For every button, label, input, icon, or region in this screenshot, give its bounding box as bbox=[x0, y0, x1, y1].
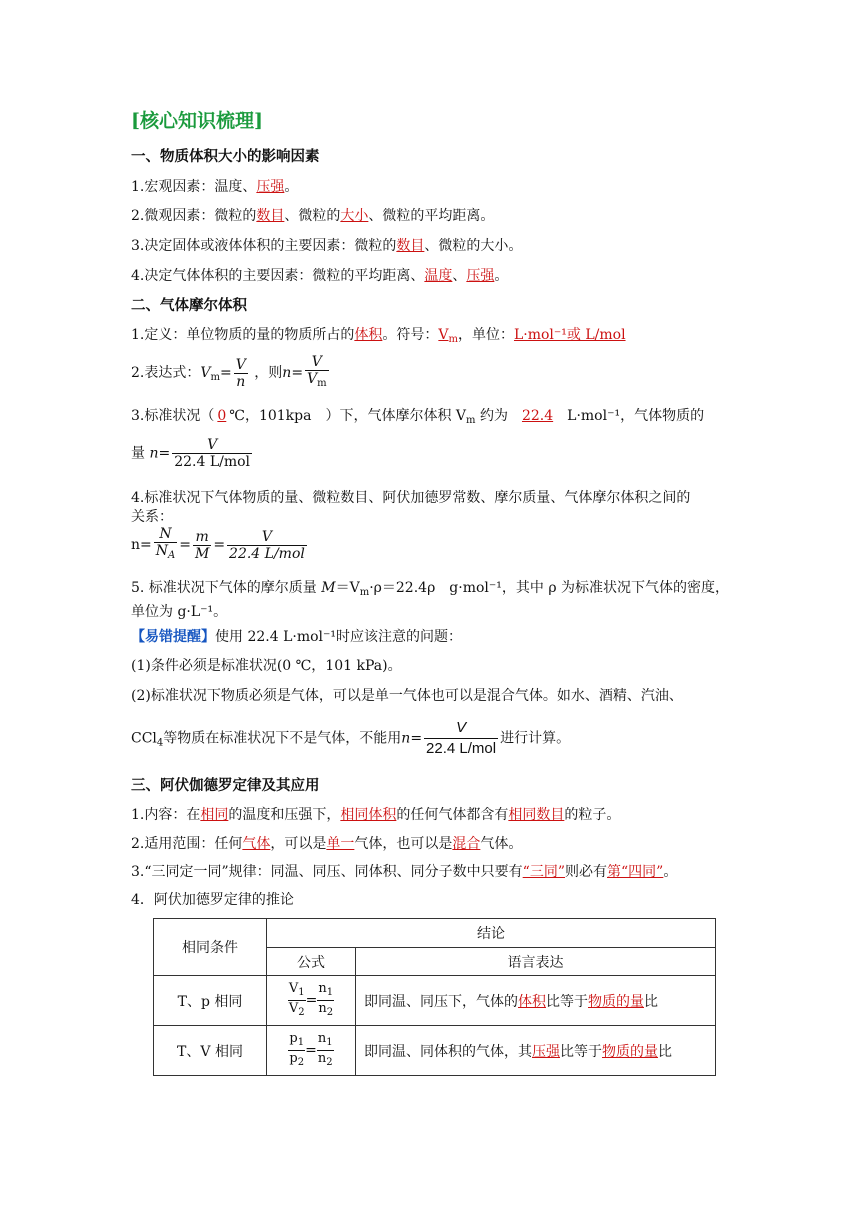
fraction bbox=[193, 529, 211, 562]
symbol: n bbox=[149, 445, 159, 462]
numerator: V bbox=[227, 529, 307, 546]
symbol: n bbox=[401, 730, 411, 747]
error-tip bbox=[131, 628, 462, 646]
text: 2.表达式： bbox=[131, 365, 201, 381]
text: ＝V bbox=[335, 580, 360, 596]
s1-line-2 bbox=[131, 207, 494, 225]
answer-blank: L·mol⁻¹或 L/mol bbox=[513, 327, 626, 343]
text: 。符号： bbox=[382, 327, 439, 343]
text: ，则 bbox=[254, 365, 283, 381]
text: 3.“三同定一同”规律：同温、同压、同体积、同分子数中只要有 bbox=[131, 864, 523, 880]
answer-blank: 单一 bbox=[326, 836, 355, 852]
answer-blank bbox=[438, 327, 458, 343]
answer-blank: 22.4 bbox=[521, 408, 554, 424]
text: 2.微观因素：微粒的 bbox=[131, 208, 257, 224]
text: = bbox=[410, 730, 423, 747]
denominator bbox=[317, 1051, 334, 1070]
section-1-heading: 一、物质体积大小的影响因素 bbox=[131, 148, 320, 165]
answer-blank: 压强 bbox=[532, 1043, 560, 1060]
text: 3.决定固体或液体体积的主要因素：微粒的 bbox=[131, 238, 397, 254]
row-formula: $\frac{V_1}{V_2}$ = $\frac{n_1}{n_2}$ bbox=[267, 976, 356, 1026]
s3-rule bbox=[131, 863, 677, 881]
denominator bbox=[288, 1051, 305, 1070]
text: n= bbox=[131, 537, 152, 553]
text: L·mol⁻¹，气体物质的 bbox=[567, 408, 705, 424]
symbol: V bbox=[288, 981, 299, 996]
symbol: M bbox=[321, 580, 336, 596]
text: 2.适用范围：任何 bbox=[131, 836, 243, 852]
denominator bbox=[154, 543, 177, 564]
text: 1.内容：在 bbox=[131, 807, 201, 823]
subscript: m bbox=[210, 372, 220, 383]
answer-blank: 压强 bbox=[256, 179, 285, 195]
text: 气体，也可以是 bbox=[354, 836, 453, 852]
text: 、微粒的平均距离。 bbox=[368, 208, 495, 224]
text: 的温度和压强下， bbox=[228, 807, 341, 823]
subscript: 1 bbox=[297, 1037, 305, 1048]
tip-label: 【易错提醒】 bbox=[131, 629, 215, 645]
header-language: 语言表达 bbox=[356, 948, 716, 976]
tip-item-2-continued bbox=[131, 718, 570, 759]
text: 量 bbox=[131, 445, 145, 462]
numerator: V bbox=[305, 354, 329, 371]
numerator bbox=[288, 1031, 305, 1051]
row-condition: T、p 相同 bbox=[154, 976, 267, 1026]
text: 。 bbox=[494, 268, 509, 284]
row-formula: $\frac{p_1}{p_2}$ = $\frac{n_1}{n_2}$ bbox=[267, 1026, 356, 1076]
symbol: V bbox=[307, 371, 318, 387]
text: 比 bbox=[644, 993, 658, 1010]
subscript: m bbox=[317, 378, 327, 389]
text: 1.定义：单位物质的量的物质所占的 bbox=[131, 327, 355, 343]
numerator: V bbox=[235, 356, 246, 373]
text: ，单位： bbox=[457, 327, 514, 343]
answer-blank: 相同数目 bbox=[508, 807, 565, 823]
text: ℃，101kpa ）下，气体摩尔体积 V bbox=[229, 408, 467, 424]
text: 。 bbox=[663, 864, 678, 880]
numerator: m bbox=[193, 529, 211, 546]
text: 的任何气体都含有 bbox=[396, 807, 509, 823]
text: 5. 标准状况下气体的摩尔质量 bbox=[131, 580, 322, 596]
denominator: 22.4 L/mol bbox=[174, 454, 251, 470]
text: 1.宏观因素：温度、 bbox=[131, 179, 257, 195]
text: 。 bbox=[284, 179, 299, 195]
symbol: V bbox=[438, 327, 449, 343]
s2-relation-line-1: 4.标准状况下气体物质的量、微粒数目、阿伏加德罗常数、摩尔质量、气体摩尔体积之间的 bbox=[131, 490, 691, 506]
text: 、微粒的大小。 bbox=[424, 238, 523, 254]
tip-item-1: (1)条件必须是标准状况(0 ℃，101 kPa)。 bbox=[131, 658, 402, 674]
fraction bbox=[317, 1031, 334, 1070]
answer-blank: 混合 bbox=[452, 836, 481, 852]
answer-blank: 压强 bbox=[466, 268, 495, 284]
fraction bbox=[227, 529, 307, 562]
symbol: n bbox=[318, 1001, 327, 1016]
text: 的粒子。 bbox=[564, 807, 621, 823]
s3-scope bbox=[131, 835, 522, 853]
text: 则必有 bbox=[565, 864, 607, 880]
header-condition: 相同条件 bbox=[154, 919, 267, 976]
row-language bbox=[356, 976, 716, 1026]
header-formula: 公式 bbox=[267, 948, 356, 976]
s2-relation-formula bbox=[131, 526, 309, 564]
answer-blank: 体积 bbox=[354, 327, 383, 343]
s3-inference-heading: 4．阿伏加德罗定律的推论 bbox=[131, 892, 294, 908]
denominator bbox=[305, 371, 329, 392]
tip-item-2: (2)标准状况下物质必须是气体，可以是单一气体也可以是混合气体。如水、酒精、汽油、 bbox=[131, 688, 683, 704]
text: 气体。 bbox=[480, 836, 523, 852]
text: = bbox=[219, 365, 232, 381]
symbol: n bbox=[282, 365, 292, 381]
s2-expression bbox=[131, 354, 331, 392]
inference-table bbox=[153, 918, 716, 1076]
fraction bbox=[172, 437, 252, 470]
fraction bbox=[424, 718, 498, 759]
text: 等物质在标准状况下不是气体，不能用 bbox=[163, 730, 402, 747]
text: 使用 22.4 L·mol⁻¹时应该注意的问题： bbox=[215, 629, 463, 645]
answer-blank: “三同” bbox=[522, 864, 565, 880]
answer-blank: 温度 bbox=[424, 268, 453, 284]
s1-line-1 bbox=[131, 178, 298, 196]
answer-blank: 物质的量 bbox=[602, 1043, 658, 1060]
subscript: m bbox=[448, 334, 458, 345]
symbol: N bbox=[155, 543, 168, 559]
numerator: V bbox=[172, 437, 252, 454]
subscript: 1 bbox=[298, 987, 305, 998]
symbol: n bbox=[318, 981, 327, 996]
numerator bbox=[288, 981, 306, 1001]
answer-blank: 相同体积 bbox=[340, 807, 397, 823]
text: 比等于 bbox=[546, 993, 588, 1010]
fraction bbox=[305, 354, 329, 392]
text: = bbox=[158, 445, 171, 462]
s2-relation-line-2: 关系： bbox=[131, 509, 173, 525]
denominator bbox=[288, 1001, 306, 1020]
symbol: V bbox=[288, 1001, 299, 1016]
text: ·ρ＝22.4ρ g·mol⁻¹，其中 ρ 为标准状况下气体的密度， bbox=[369, 580, 730, 596]
symbol: p bbox=[289, 1031, 298, 1046]
s1-line-4 bbox=[131, 267, 508, 285]
s2-amount-formula bbox=[131, 437, 254, 470]
symbol: n bbox=[317, 1051, 327, 1066]
page-title: [核心知识梳理] bbox=[131, 110, 263, 132]
text: 、 bbox=[452, 268, 467, 284]
subscript: 1 bbox=[326, 1037, 333, 1048]
text: = bbox=[291, 365, 304, 381]
text: 进行计算。 bbox=[500, 730, 571, 747]
header-conclusion: 结论 bbox=[267, 919, 716, 948]
fraction bbox=[288, 1031, 305, 1070]
text: 即同温、同体积的气体，其 bbox=[364, 1043, 532, 1060]
subscript: 2 bbox=[298, 1007, 305, 1018]
text: = bbox=[213, 537, 226, 553]
fraction bbox=[154, 526, 177, 564]
row-language bbox=[356, 1026, 716, 1076]
subscript: 2 bbox=[326, 1057, 333, 1068]
section-2-heading: 二、气体摩尔体积 bbox=[131, 297, 247, 314]
denominator: M bbox=[194, 545, 210, 562]
subscript: 4 bbox=[156, 737, 164, 749]
symbol: p bbox=[289, 1051, 298, 1066]
answer-blank: 数目 bbox=[396, 238, 425, 254]
s1-line-3 bbox=[131, 237, 522, 255]
answer-blank: 大小 bbox=[340, 208, 369, 224]
table-row bbox=[154, 976, 716, 1026]
subscript: m bbox=[466, 415, 476, 426]
text: 约为 bbox=[475, 408, 508, 424]
s2-definition bbox=[131, 326, 626, 349]
denominator: 22.4 L/mol bbox=[426, 740, 497, 757]
symbol: V bbox=[200, 365, 211, 381]
text: 4.决定气体体积的主要因素：微粒的平均距离、 bbox=[131, 268, 425, 284]
subscript: A bbox=[168, 550, 176, 561]
text: CCl bbox=[131, 730, 157, 747]
fraction bbox=[288, 981, 306, 1020]
fraction bbox=[234, 357, 248, 390]
numerator bbox=[317, 1031, 334, 1051]
table-row bbox=[154, 1026, 716, 1076]
answer-blank: 0 bbox=[217, 408, 227, 424]
fraction bbox=[317, 981, 334, 1020]
s2-density-unit: 单位为 g·L⁻¹。 bbox=[131, 604, 228, 620]
text: ，可以是 bbox=[270, 836, 327, 852]
denominator: 22.4 L/mol bbox=[229, 545, 305, 562]
section-3-heading: 三、阿伏伽德罗定律及其应用 bbox=[131, 777, 320, 794]
s2-molar-mass bbox=[131, 579, 729, 602]
answer-blank: 相同 bbox=[200, 807, 229, 823]
numerator bbox=[317, 981, 334, 1001]
answer-blank: 第“四同” bbox=[607, 864, 664, 880]
numerator: N bbox=[154, 526, 177, 543]
text: 3.标准状况（ bbox=[131, 408, 215, 424]
text: 比等于 bbox=[560, 1043, 602, 1060]
row-condition: T、V 相同 bbox=[154, 1026, 267, 1076]
numerator: V bbox=[424, 718, 498, 739]
s3-content bbox=[131, 806, 620, 824]
answer-blank: 物质的量 bbox=[588, 993, 644, 1010]
s2-standard-conditions bbox=[131, 407, 704, 430]
subscript: 2 bbox=[326, 1007, 334, 1018]
text: 、微粒的 bbox=[284, 208, 341, 224]
text: 即同温、同压下，气体的 bbox=[364, 993, 518, 1010]
denominator: n bbox=[236, 373, 246, 390]
subscript: 1 bbox=[326, 987, 334, 998]
symbol: n bbox=[317, 1031, 327, 1046]
denominator bbox=[317, 1001, 334, 1020]
answer-blank: 体积 bbox=[518, 993, 546, 1010]
answer-blank: 数目 bbox=[256, 208, 285, 224]
text: 比 bbox=[658, 1043, 672, 1060]
answer-blank: 气体 bbox=[242, 836, 271, 852]
text: = bbox=[179, 537, 191, 553]
subscript: 2 bbox=[297, 1057, 305, 1068]
subscript: m bbox=[359, 587, 370, 598]
